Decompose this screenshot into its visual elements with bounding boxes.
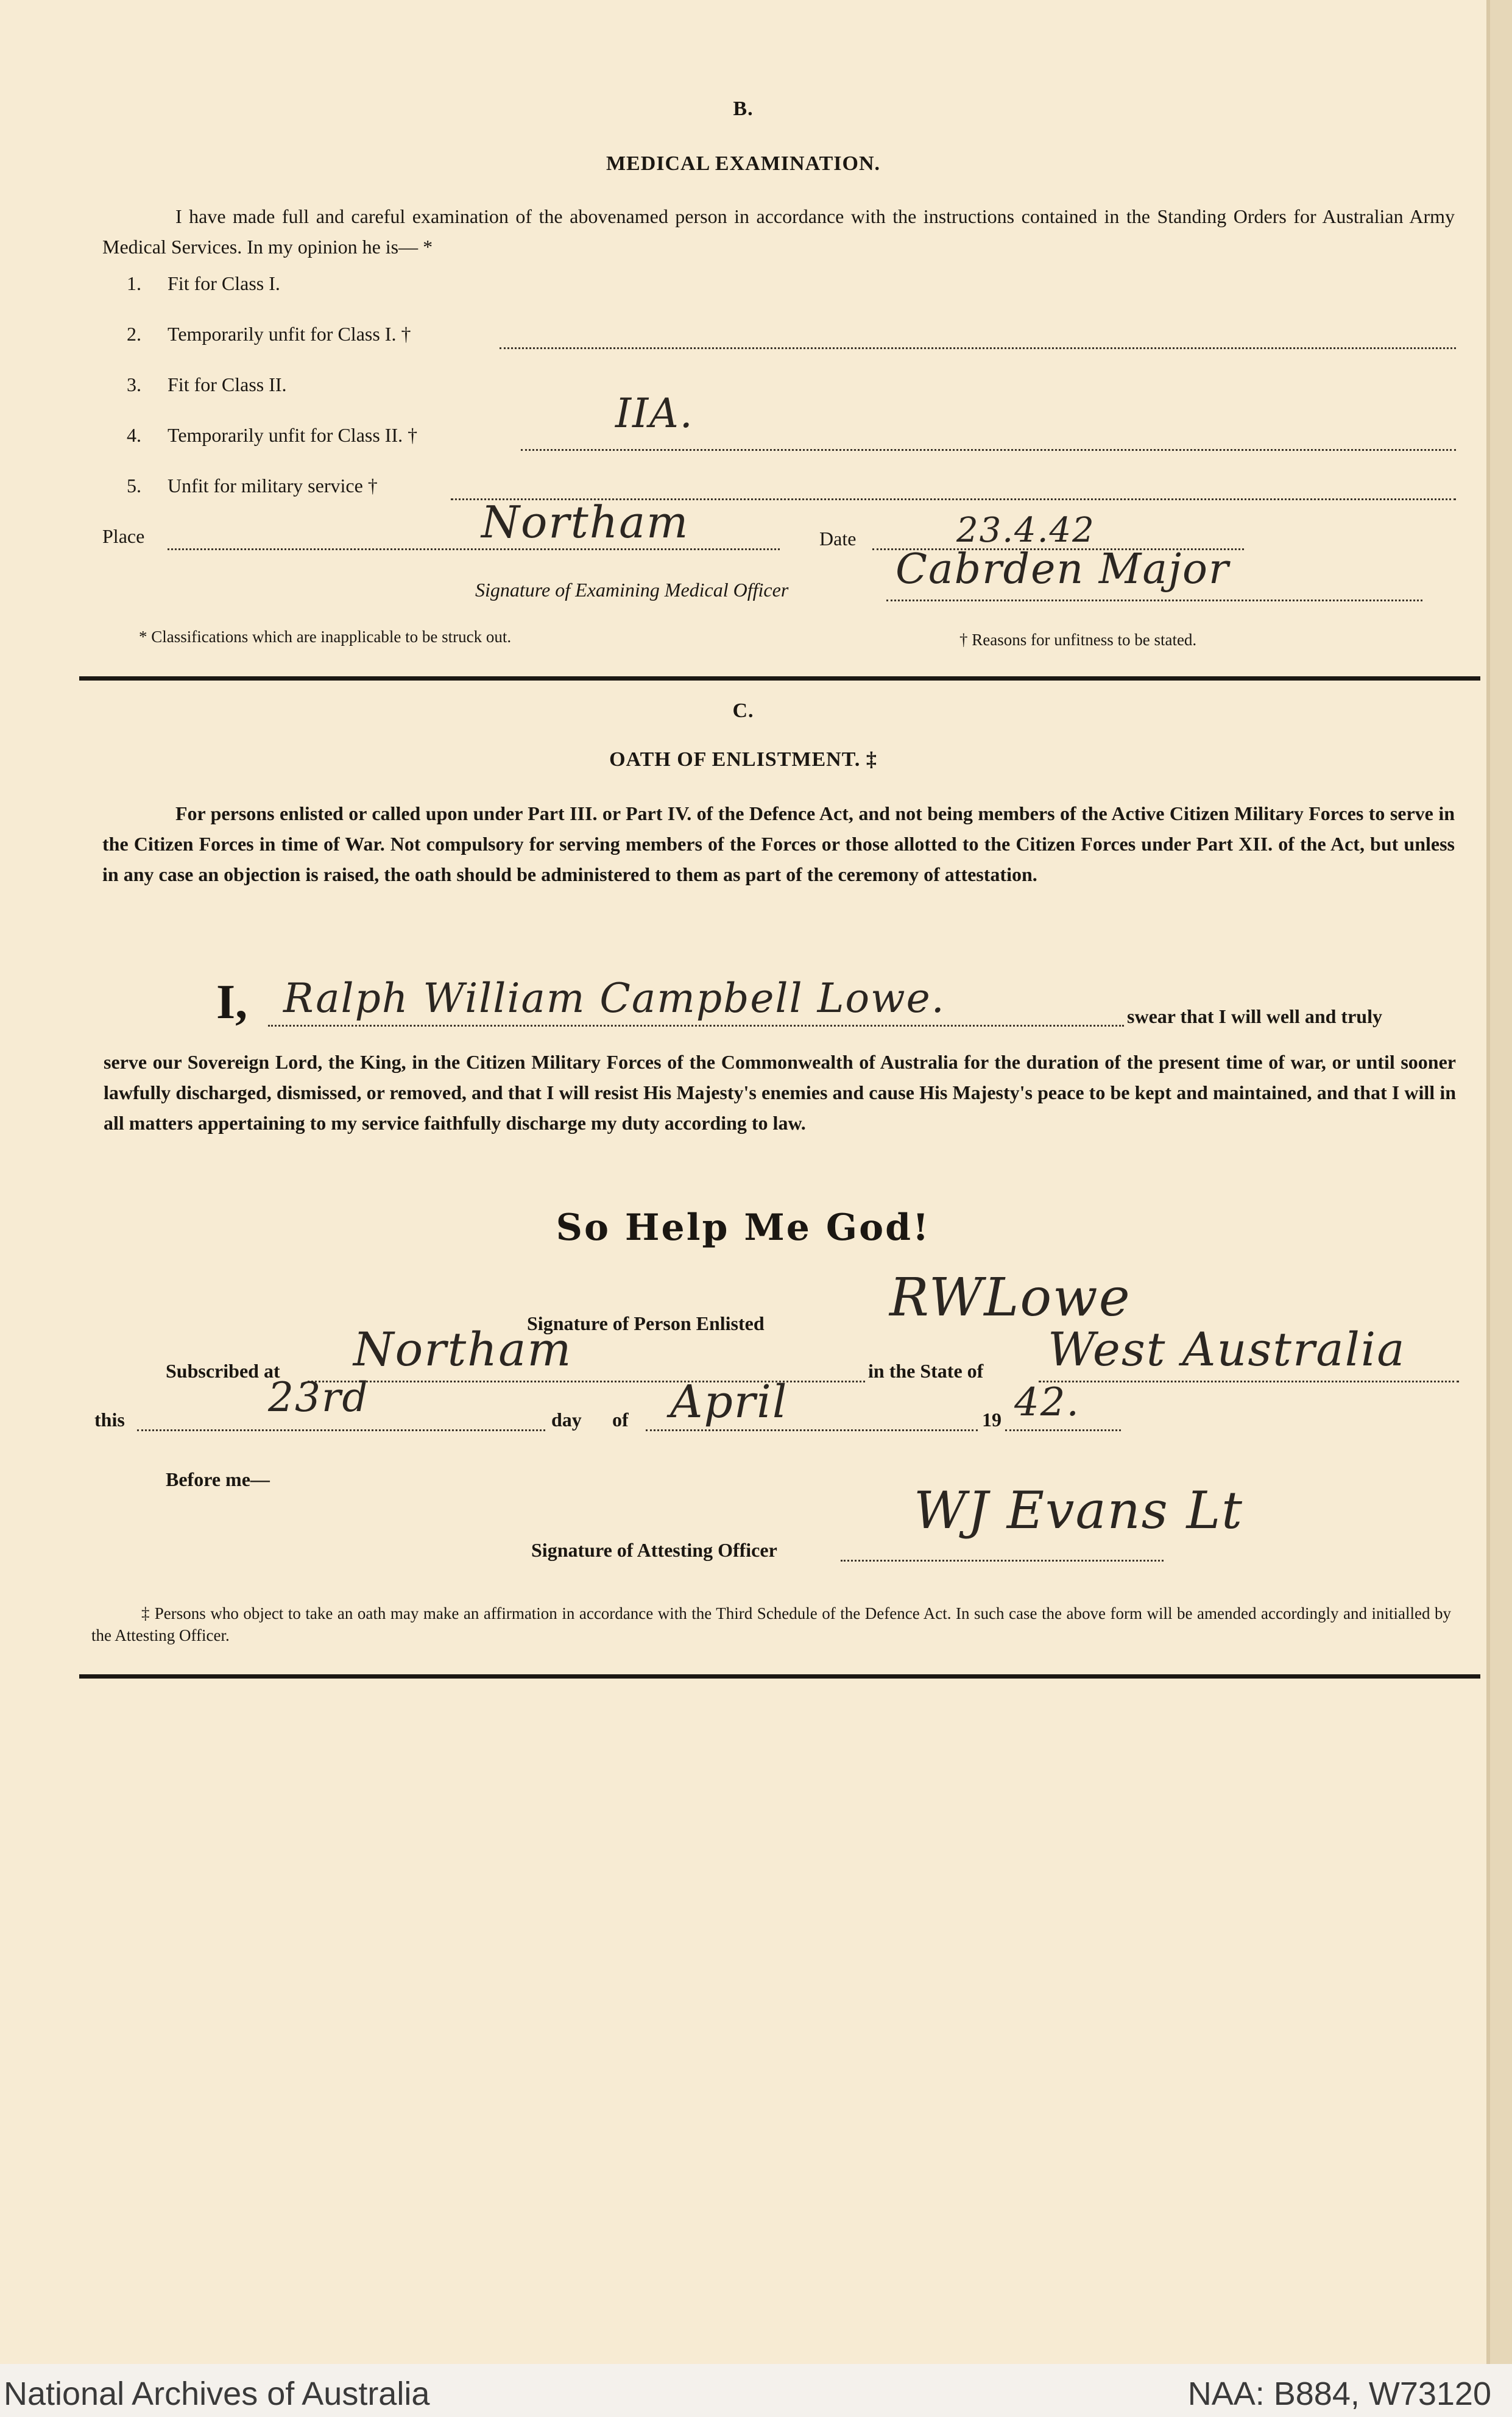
item-1-label: Fit for Class I. <box>168 272 280 294</box>
item-5-number: 5. <box>127 475 141 497</box>
section-b-title: MEDICAL EXAMINATION. <box>606 152 881 175</box>
month-value: April <box>670 1376 788 1428</box>
examining-officer-signature: Cabrden Major <box>896 545 1230 593</box>
subscribed-at-label: Subscribed at <box>166 1360 280 1382</box>
year-prefix: 19 <box>982 1409 1002 1431</box>
state-label: in the State of <box>868 1360 984 1382</box>
oath-prefix: I, <box>216 975 248 1029</box>
item-4-handwritten-value: IIA. <box>615 390 694 437</box>
month-line <box>646 1429 978 1431</box>
day-value: 23rd <box>268 1374 369 1421</box>
year-line <box>1005 1429 1121 1431</box>
oath-name-line <box>268 1025 1124 1027</box>
year-value: 42. <box>1014 1380 1080 1425</box>
date-label: Date <box>819 528 857 550</box>
section-divider-1 <box>79 676 1480 681</box>
section-c-title: OATH OF ENLISTMENT. ‡ <box>609 748 877 771</box>
item-2-fill-line <box>500 347 1456 349</box>
place-label: Place <box>102 525 145 547</box>
section-c-letter: C. <box>732 699 754 722</box>
footnote-reasons: † Reasons for unfitness to be stated. <box>959 631 1197 649</box>
section-b-letter: B. <box>733 97 754 120</box>
attesting-officer-signature: WJ Evans Lt <box>914 1481 1244 1540</box>
section-divider-2 <box>79 1674 1480 1679</box>
item-2-label: Temporarily unfit for Class I. † <box>168 323 411 345</box>
section-c-intro: For persons enlisted or called upon under Part III. or Part IV. of the Defence Act, and not being members of the Active Citizen Military Forces to serve in the Citizen Forces in time of War. Not compulsory for serving members of the Forces or those allotted to the Citizen Forces under Part XII. of the Act, but unless in any case an objection is raised, the oath should be administered to them as part of the ceremony of attestation. <box>102 802 1455 885</box>
section-b-intro: I have made full and careful examination of the abovenamed person in accordance with the instructions contained in the Standing Orders for Australian Army Medical Services. In my opinion he is— * <box>102 205 1455 258</box>
oath-body: serve our Sovereign Lord, the King, in the Citizen Military Forces of the Commonwealth of Australia for the duration of the present time of war, or until sooner lawfully discharged, dismissed, or removed, and that I will resist His Majesty's enemies and cause His Majesty's peace to be kept and maintained, and that I will in all matters appertaining to my service faithfully discharge my duty according to law. <box>104 1051 1456 1134</box>
attesting-officer-signature-label: Signature of Attesting Officer <box>531 1539 777 1561</box>
page-edge <box>1490 0 1512 2364</box>
archive-reference: NAA: B884, W73120 <box>1187 2376 1491 2412</box>
oath-swear-text: swear that I will well and truly <box>1127 1005 1382 1027</box>
enlisted-signature-label: Signature of Person Enlisted <box>527 1312 765 1334</box>
before-me-label: Before me— <box>166 1468 270 1490</box>
place-fill-line <box>168 548 780 550</box>
of-label: of <box>612 1409 629 1431</box>
attesting-officer-signature-line <box>841 1560 1164 1562</box>
day-line <box>137 1429 545 1431</box>
date-handwritten-value: 23.4.42 <box>956 511 1095 550</box>
state-value: West Australia <box>1048 1322 1406 1376</box>
item-4-fill-line <box>521 449 1456 451</box>
day-label: day <box>551 1409 582 1431</box>
archive-name: National Archives of Australia <box>4 2376 430 2412</box>
oath-handwritten-name: Ralph William Campbell Lowe. <box>283 975 945 1022</box>
subscribed-at-value: Northam <box>353 1322 573 1376</box>
examining-officer-signature-label: Signature of Examining Medical Officer <box>475 579 789 601</box>
item-3-label: Fit for Class II. <box>168 373 287 395</box>
state-line <box>1039 1381 1459 1382</box>
motto: So Help Me God! <box>556 1206 931 1249</box>
section-c-footnote: ‡ Persons who object to take an oath may make an affirmation in accordance with the Third Schedule of the Defence Act. In such case the above form will be amended accordingly and initialled by the Attesting Officer. <box>91 1604 1451 1644</box>
examining-officer-signature-line <box>886 600 1422 601</box>
item-4-label: Temporarily unfit for Class II. † <box>168 424 418 446</box>
item-4-number: 4. <box>127 424 141 446</box>
enlisted-signature: RWLowe <box>889 1267 1131 1328</box>
item-2-number: 2. <box>127 323 141 345</box>
this-label: this <box>94 1409 125 1431</box>
place-handwritten-value: Northam <box>481 497 690 548</box>
footnote-classifications: * Classifications which are inapplicable to be struck out. <box>139 628 512 646</box>
item-5-label: Unfit for military service † <box>168 475 378 497</box>
item-3-number: 3. <box>127 373 141 395</box>
item-1-number: 1. <box>127 272 141 294</box>
